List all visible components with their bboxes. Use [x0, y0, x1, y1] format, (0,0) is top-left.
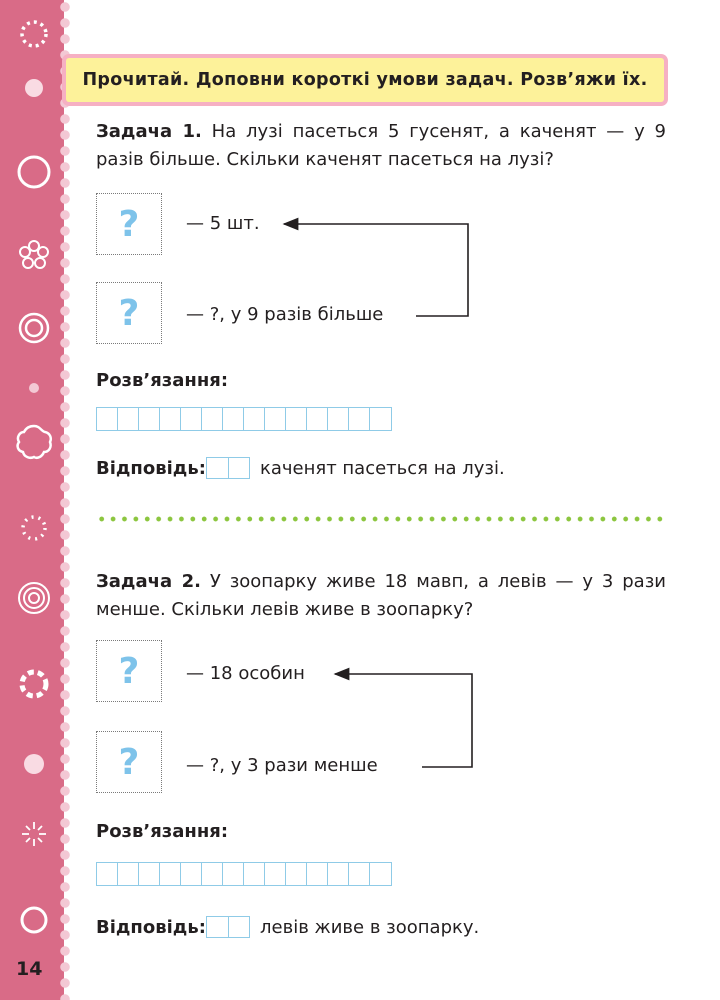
task2-answer-label: Відповідь: [96, 917, 206, 938]
task1-unknown-box-1[interactable]: ? [96, 193, 162, 255]
task1-condition-2: — ?, у 9 разів більше [186, 304, 384, 325]
task2-arrow [335, 674, 472, 767]
task1-solution-label: Розв’язання: [96, 370, 229, 391]
task2-answer-text: левів живе в зоопарку. [260, 917, 480, 938]
page-number: 14 [16, 958, 43, 980]
task2-unknown-box-2[interactable]: ? [96, 731, 162, 793]
task1-answer-text: каченят пасеться на лузі. [260, 458, 505, 479]
task2-condition-2: — ?, у 3 рази менше [186, 755, 378, 776]
task2-unknown-box-1[interactable]: ? [96, 640, 162, 702]
task1-title: Задача 1. [96, 121, 202, 142]
task2-text: У зоопарку живе 18 мавп, а левів — у 3 рази менше. Скільки левів живе в зоопарку? [96, 571, 666, 620]
task1-answer-label: Відповідь: [96, 458, 206, 479]
task2-condition-1: — 18 особин [186, 663, 305, 684]
task2-solution-label: Розв’язання: [96, 821, 229, 842]
task1-text: На лузі пасеться 5 гусенят, а каченят — у 9 разів більше. Скільки каченят пасеться на лузі? [96, 121, 666, 170]
task1-unknown-box-2[interactable]: ? [96, 282, 162, 344]
task2-title: Задача 2. [96, 571, 201, 592]
instruction-text: Прочитай. Доповни короткі умови задач. Розв’яжи їх. [82, 70, 648, 90]
task1-arrow [284, 224, 468, 316]
task1-condition-1: — 5 шт. [186, 213, 260, 234]
